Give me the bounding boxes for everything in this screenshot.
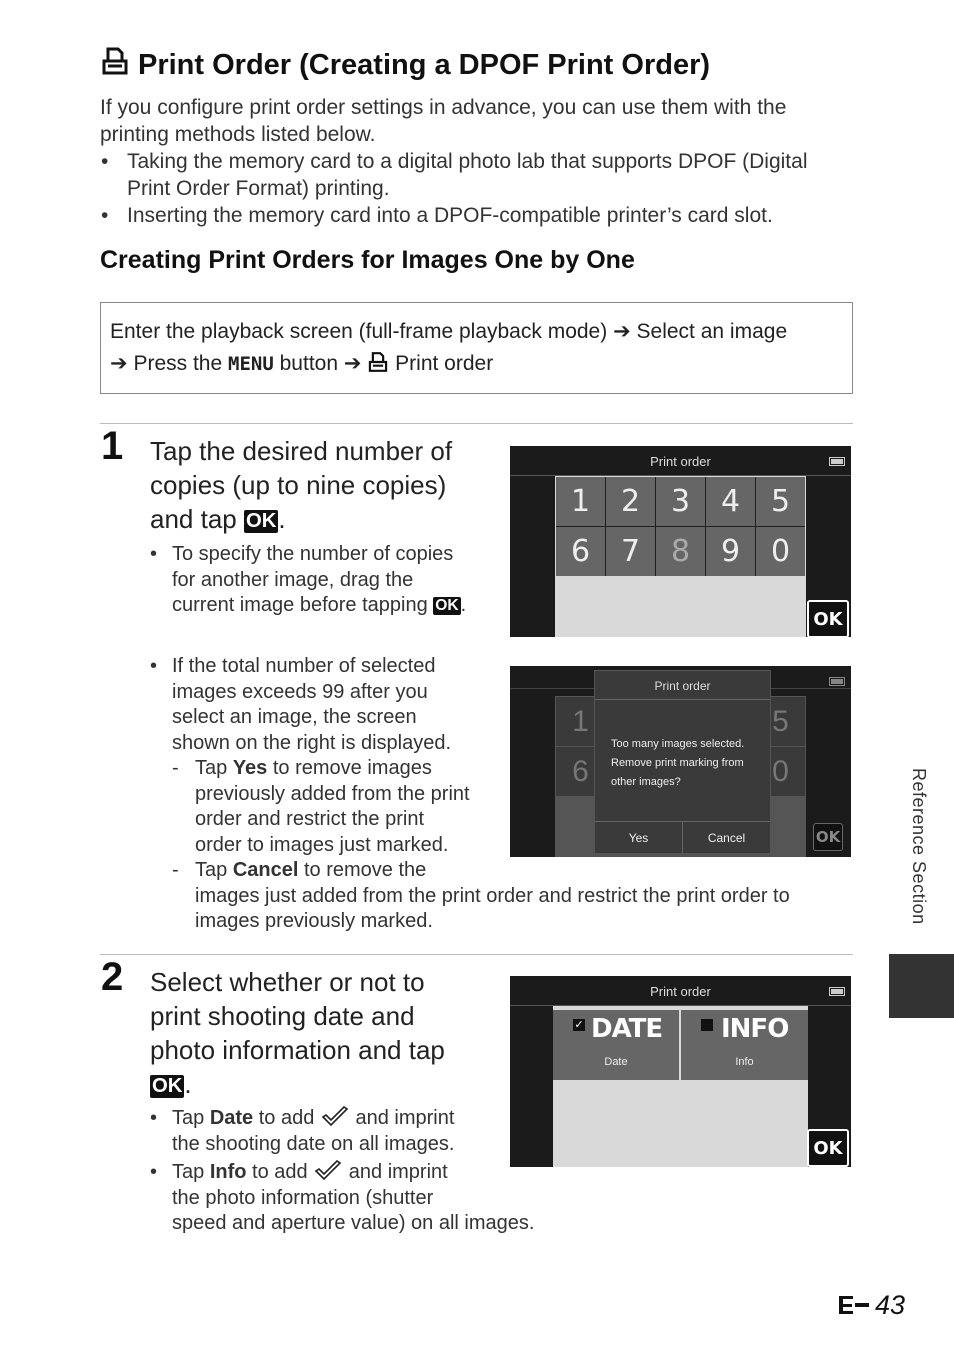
intro-text: If you configure print order settings in advance, you can use them with the printing methods listed below. — [100, 96, 787, 146]
ok-button[interactable]: OK — [807, 1129, 849, 1167]
step-title-line: copies (up to nine copies) — [150, 470, 447, 500]
menu-button-glyph: MENU — [228, 353, 274, 375]
bold-term: Cancel — [232, 859, 299, 881]
info-big-label: INFO — [721, 1014, 789, 1044]
dialog-title: Print order — [654, 679, 711, 693]
arrow-right-icon: ➔ — [343, 352, 362, 375]
checkmark-icon — [320, 1107, 350, 1129]
bullet-dot: • — [101, 204, 109, 227]
date-toggle[interactable] — [553, 1010, 679, 1080]
bullet-dot: • — [150, 543, 158, 565]
number-keypad — [556, 477, 805, 576]
step-title-line: Tap the desired number of — [150, 436, 453, 466]
ok-button-dimmed: OK — [813, 823, 843, 851]
divider — [595, 699, 770, 700]
battery-icon — [829, 677, 845, 686]
ok-button-glyph: OK — [245, 510, 277, 532]
section-heading: Creating Print Orders for Images One by One — [100, 246, 635, 274]
key-8[interactable]: 8 — [656, 527, 705, 576]
key-6-dimmed: 6 — [556, 747, 605, 796]
key-4[interactable]: 4 — [706, 477, 755, 526]
camera-screen-copies — [510, 446, 851, 637]
divider — [100, 954, 853, 955]
page-title-text: Print Order (Creating a DPOF Print Order) — [138, 49, 711, 81]
step-title-line: photo information and tap — [150, 1035, 445, 1065]
key-3[interactable]: 3 — [656, 477, 705, 526]
bullet-dot: • — [150, 1107, 158, 1129]
step-1-sub-2: - Tap Cancel to remove the images just added from the print order and restrict the print order to images previously marked. — [172, 859, 790, 932]
battery-icon — [829, 457, 845, 466]
section-tab — [889, 954, 954, 1018]
bullet-dot: • — [150, 1161, 158, 1183]
step-2-bullet-1: • Tap Date to add and imprint the shooting date on all images. — [150, 1107, 455, 1155]
key-5-dimmed: 5 — [756, 697, 805, 746]
key-1-dimmed: 1 — [556, 697, 605, 746]
key-0[interactable]: 0 — [756, 527, 805, 576]
intro-bullet-1: • Taking the memory card to a digital photo lab that supports DPOF (Digital Print Order Format) printing. — [101, 150, 808, 200]
divider — [100, 423, 853, 424]
ok-button-glyph: OK — [435, 597, 459, 614]
step-1-title: Tap the desired number of copies (up to nine copies) and tap OK. — [150, 436, 453, 534]
ok-button-glyph: OK — [152, 1075, 183, 1097]
arrow-right-icon: ➔ — [613, 320, 631, 343]
page-number: 43 — [837, 1290, 905, 1321]
battery-icon — [829, 987, 845, 996]
nav-step-text: Press the — [133, 352, 223, 375]
intro-bullet-2: • Inserting the memory card into a DPOF-compatible printer’s card slot. — [101, 204, 773, 227]
info-toggle[interactable] — [681, 1010, 808, 1080]
key-5[interactable]: 5 — [756, 477, 805, 526]
key-2[interactable]: 2 — [606, 477, 655, 526]
step-number-2: 2 — [101, 955, 124, 999]
step-title-line: and tap — [150, 504, 237, 534]
nav-step-text: Enter the playback screen (full-frame playback mode) — [110, 320, 608, 343]
step-2-title: Select whether or not to print shooting date and photo information and tap OK. — [150, 967, 445, 1099]
checkbox-checked-icon: ✓ — [574, 1019, 584, 1031]
arrow-right-icon: ➔ — [110, 352, 128, 375]
camera-screen-warning — [510, 666, 851, 857]
nav-step-text: button — [279, 352, 339, 375]
yes-button[interactable]: Yes — [595, 822, 683, 853]
dash-marker: - — [172, 859, 179, 881]
dialog-message: Too many images selected. Remove print marking from other images? — [611, 738, 745, 788]
dash-marker: - — [172, 757, 179, 779]
checkmark-icon — [313, 1161, 343, 1183]
step-number-1: 1 — [101, 424, 124, 468]
navigation-path-box — [100, 302, 853, 394]
page-title — [100, 46, 710, 84]
step-1-bullet-1: • To specify the number of copies for another image, drag the current image before tapping OK . — [150, 543, 467, 616]
key-1[interactable]: 1 — [556, 477, 605, 526]
cancel-button[interactable]: Cancel — [707, 830, 746, 845]
reference-section-icon — [837, 1290, 875, 1320]
warning-dialog — [594, 670, 771, 854]
checkbox-unchecked-icon — [701, 1019, 713, 1031]
key-0-dimmed: 0 — [756, 747, 805, 796]
nav-step-text: Print order — [395, 352, 494, 375]
bold-term: Yes — [232, 757, 268, 779]
step-1-bullet-2: • If the total number of selected images exceeds 99 after you select an image, the screen shown on the right is displayed. — [150, 655, 452, 754]
ok-button[interactable]: OK — [807, 600, 849, 637]
bold-term: Date — [209, 1107, 254, 1129]
bullet-dot: • — [150, 655, 158, 677]
key-6[interactable]: 6 — [556, 527, 605, 576]
date-big-label: DATE — [591, 1014, 663, 1044]
step-title-line: print shooting date and — [150, 1001, 415, 1031]
screen-title: Print order — [650, 984, 711, 999]
printer-icon — [100, 46, 130, 84]
section-side-label: Reference Section — [909, 768, 929, 925]
info-small-label: Info — [735, 1056, 754, 1068]
key-7[interactable]: 7 — [606, 527, 655, 576]
step-2-bullet-2: • Tap Info to add and imprint the photo information (shutter speed and aperture value) on all images. — [150, 1161, 535, 1234]
screen-title: Print order — [650, 454, 711, 469]
bullet-dot: • — [101, 150, 109, 173]
date-small-label: Date — [604, 1056, 628, 1068]
printer-icon — [367, 352, 395, 375]
step-1-sub-1: - Tap Yes to remove images previously added from the print order and restrict the print order to images just marked. — [172, 757, 470, 856]
camera-screen-date-info — [510, 976, 851, 1167]
bold-term: Info — [209, 1161, 247, 1183]
step-title-line: Select whether or not to — [150, 967, 425, 997]
nav-step-text: Select an image — [636, 320, 788, 343]
key-9[interactable]: 9 — [706, 527, 755, 576]
